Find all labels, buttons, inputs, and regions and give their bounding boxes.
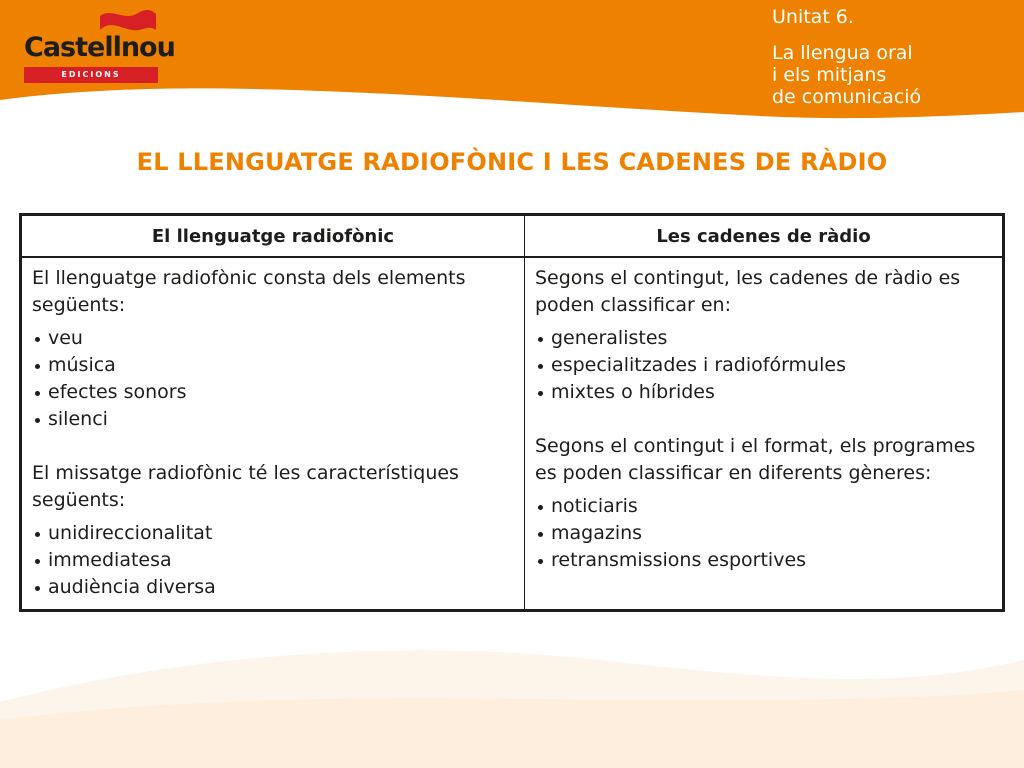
cell-intro: El llenguatge radiofònic consta dels elements següents: <box>32 267 466 316</box>
castellnou-logo <box>22 8 175 80</box>
table-row <box>21 257 1004 611</box>
table-header-row <box>21 215 1004 258</box>
unit-subtitle: La llengua oral i els mitjans de comunicació <box>772 42 922 108</box>
logo-band: EDICIONS <box>24 67 158 83</box>
bullet-list <box>535 325 992 406</box>
list-item: especialitzades i radiofórmules <box>535 352 992 379</box>
cell-llenguatge <box>21 257 525 611</box>
list-item: efectes sonors <box>32 379 514 406</box>
bullet-list <box>32 520 514 601</box>
list-item: retransmissions esportives <box>535 547 992 574</box>
logo-flag-icon <box>98 8 158 34</box>
table-header-llenguatge: El llenguatge radiofònic <box>21 215 525 258</box>
list-item: magazins <box>535 520 992 547</box>
comparison-table <box>19 213 1005 612</box>
logo-wordmark: Castellnou <box>24 32 175 63</box>
list-item: generalistes <box>535 325 992 352</box>
page-title: EL LLENGUATGE RADIOFÒNIC I LES CADENES DE RÀDIO <box>136 148 888 176</box>
bullet-list <box>535 493 992 574</box>
list-item: mixtes o híbrides <box>535 379 992 406</box>
list-item: unidireccionalitat <box>32 520 514 547</box>
cell-intro-2: Segons el contingut i el format, els programes es poden classificar en diferents gèneres: <box>535 435 976 484</box>
list-item: veu <box>32 325 514 352</box>
cell-cadenes <box>525 257 1004 611</box>
unit-label: Unitat 6. <box>772 6 854 28</box>
list-item: audiència diversa <box>32 574 514 601</box>
list-item: noticiaris <box>535 493 992 520</box>
list-item: immediatesa <box>32 547 514 574</box>
bullet-list <box>32 325 514 433</box>
cell-intro: Segons el contingut, les cadenes de ràdio es poden classificar en: <box>535 267 961 316</box>
unit-info <box>772 6 1017 108</box>
cell-intro-2: El missatge radiofònic té les característiques següents: <box>32 462 459 511</box>
list-item: silenci <box>32 406 514 433</box>
table-header-cadenes: Les cadenes de ràdio <box>525 215 1004 258</box>
list-item: música <box>32 352 514 379</box>
